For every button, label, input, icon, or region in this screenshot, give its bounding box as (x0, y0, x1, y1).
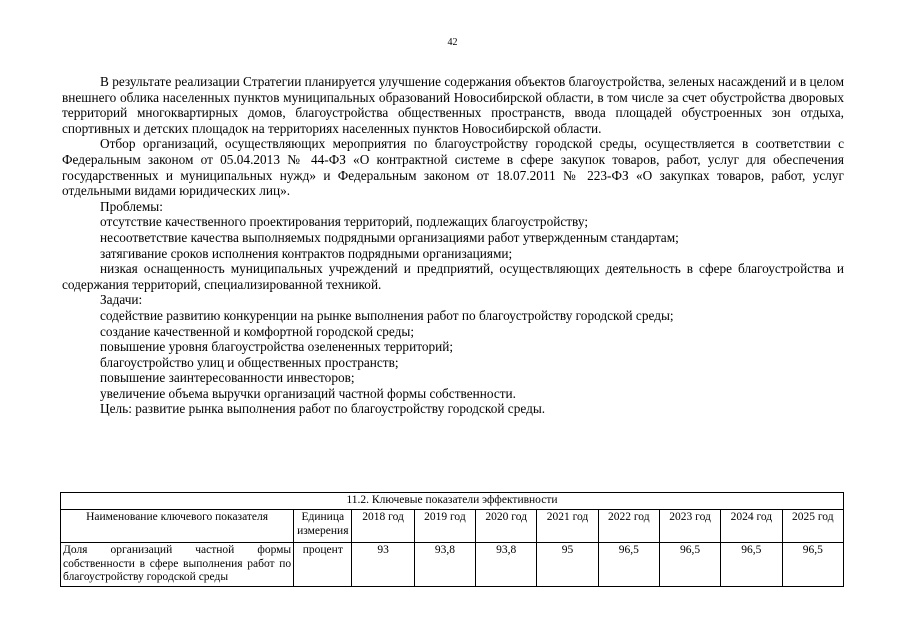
column-header-unit: Единица измерения (294, 510, 352, 543)
value-cell: 93,8 (476, 543, 537, 587)
value-cell: 93,8 (414, 543, 475, 587)
problem-item: отсутствие качественного проектирования территорий, подлежащих благоустройству; (100, 214, 589, 230)
value-cell: 96,5 (598, 543, 659, 587)
column-header-indicator: Наименование ключевого показателя (61, 510, 294, 543)
task-item: создание качественной и комфортной городской среды; (100, 323, 415, 339)
problem-item: несоответствие качества выполняемых подрядными организациями работ утвержденным стандартам; (100, 229, 679, 245)
value-cell: 96,5 (721, 543, 782, 587)
table-caption: 11.2. Ключевые показатели эффективности (61, 493, 844, 510)
tasks-heading: Задачи: (100, 292, 143, 308)
value-cell: 93 (352, 543, 414, 587)
column-header-year: 2024 год (721, 510, 782, 543)
column-header-year: 2021 год (537, 510, 598, 543)
paragraph-strategy-results: В результате реализации Стратегии планируется улучшение содержания объектов благоустройства, зеленых насаждений и в целом внешнего облика населенных пунктов муниципальных образований Новосибирской области, в том числе за счет обустройства дворовых территорий многоквартирных домов, благоустройства общественных пространств, ввода площадей обустроенных зон отдыха, спортивных и детских площадок на территориях населенных пунктов Новосибирской области. (62, 74, 844, 136)
column-header-year: 2025 год (782, 510, 843, 543)
column-header-year: 2019 год (414, 510, 475, 543)
table-header-row (61, 510, 844, 543)
problem-item: низкая оснащенность муниципальных учреждений и предприятий, осуществляющих деятельность в сфере благоустройства и содержания территорий, специализированной техникой. (62, 261, 844, 292)
table-row (61, 543, 844, 587)
column-header-year: 2022 год (598, 510, 659, 543)
problems-heading: Проблемы: (100, 198, 163, 214)
unit-cell: процент (294, 543, 352, 587)
task-item: повышение уровня благоустройства озелененных территорий; (100, 339, 454, 355)
column-header-year: 2020 год (476, 510, 537, 543)
document-body (62, 74, 844, 417)
problem-item: затягивание сроков исполнения контрактов подрядными организациями; (100, 245, 513, 261)
task-item: увеличение объема выручки организаций частной формы собственности. (100, 385, 516, 401)
value-cell: 96,5 (659, 543, 720, 587)
task-item: содействие развитию конкуренции на рынке выполнения работ по благоустройству городской среды; (100, 307, 674, 323)
column-header-year: 2023 год (659, 510, 720, 543)
value-cell: 95 (537, 543, 598, 587)
page-number: 42 (447, 37, 458, 48)
indicator-name-cell: Доля организаций частной формы собственности в сфере выполнения работ по благоустройству городской среды (61, 543, 294, 587)
value-cell: 96,5 (782, 543, 843, 587)
paragraph-organization-selection: Отбор организаций, осуществляющих мероприятия по благоустройству городской среды, осуществляется в соответствии с Федеральным законом от 05.04.2013 № 44-ФЗ «О контрактной системе в сфере закупок товаров, работ, услуг для обеспечения государственных и муниципальных нужд» и Федеральным законом от 18.07.2011 № 223-ФЗ «О закупках товаров, работ, услуг отдельными видами юридических лиц». (62, 136, 844, 199)
task-item: повышение заинтересованности инвесторов; (100, 370, 355, 386)
task-item: благоустройство улиц и общественных пространств; (100, 354, 399, 370)
column-header-year: 2018 год (352, 510, 414, 543)
goal-statement: Цель: развитие рынка выполнения работ по благоустройству городской среды. (100, 401, 546, 417)
kpi-table (60, 492, 844, 587)
